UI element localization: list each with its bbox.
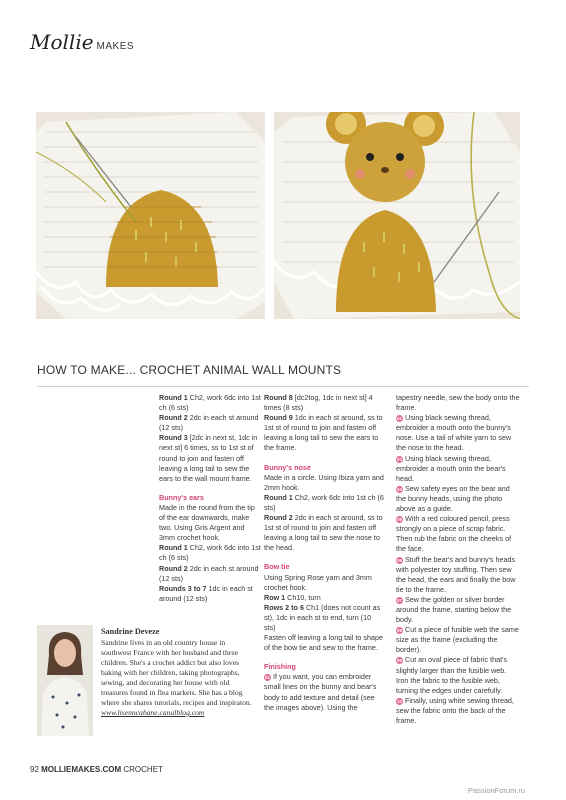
step-text: With a red coloured pencil, press strongly on a piece of scrap fabric. Then rub the fabric on the cheeks of the face. xyxy=(396,514,512,554)
finishing-step xyxy=(396,555,520,595)
finishing-step-continued: tapestry needle, sew the body onto the frame. xyxy=(396,393,520,413)
step-number-badge: 10 xyxy=(396,698,402,704)
brand-logo: Mollie xyxy=(30,30,94,54)
designer-name: Sandrine Deveze xyxy=(101,627,160,636)
instruction-line: Fasten off leaving a long tail to shape of the bow tie and sew to the frame. xyxy=(264,633,383,653)
step-text: 2dc in each st around, ss to 1st st of round to join and fasten off leaving a long tail to sew the nose to the head. xyxy=(264,513,383,553)
page-header xyxy=(30,30,134,54)
page-number: 92 xyxy=(30,765,39,774)
finishing-step xyxy=(396,655,520,695)
instruction-line xyxy=(159,543,261,563)
step-text: [dc2tog, 1dc in next st] 4 times (8 sts) xyxy=(264,393,373,413)
subheading-bunny-nose: Bunny's nose xyxy=(264,462,311,472)
step-label: Rows 2 to 6 xyxy=(264,602,304,612)
instruction-intro: Made in a circle. Using Ibiza yarn and 2mm hook. xyxy=(264,472,384,492)
designer-portrait xyxy=(37,625,93,736)
step-text: Cut an oval piece of fabric that's slightly larger than the fusible web. Iron the fabric to the fusible web, turning the edges under carefully. xyxy=(396,655,508,695)
instructions-column-1 xyxy=(159,393,261,604)
instruction-intro: Made in the round from the tip of the ear downwards, make two. Using Gris Argent and 3mm crochet hook. xyxy=(159,502,255,543)
finishing-step xyxy=(396,454,520,484)
designer-blog-link[interactable]: www.lisenncabane.canalblog.com xyxy=(101,708,205,717)
step-label: Round 3 xyxy=(159,433,188,443)
step-text: Using black sewing thread, embroider a mouth onto the bunny's nose. Use a tail of white yarn to sew the nose to the head. xyxy=(396,413,512,453)
step-text: Using black sewing thread, embroider a mouth onto the bear's head. xyxy=(396,453,506,483)
page-footer xyxy=(30,765,163,774)
step-text: 1dc in each st around (12 sts) xyxy=(159,583,253,603)
finishing-step xyxy=(396,413,520,453)
step-label: Round 2 xyxy=(159,563,188,573)
designer-bio xyxy=(101,627,257,718)
step-number-badge: 07 xyxy=(396,597,402,603)
subheading-finishing: Finishing xyxy=(264,662,296,672)
step-text: Sew the golden or silver border around the frame, starting below the body. xyxy=(396,594,512,625)
instruction-line xyxy=(264,513,384,553)
step-number-badge: 08 xyxy=(396,628,402,634)
step-label: Rounds 3 to 7 xyxy=(159,583,207,593)
step-number-badge: 01 xyxy=(264,675,270,681)
step-text: Ch2, work 6dc into 1st ch (6 sts) xyxy=(159,543,261,563)
step-label: Round 2 xyxy=(159,413,188,423)
instruction-line xyxy=(264,593,384,603)
step-text: Cut a piece of fusible web the same size as the frame (excluding the border). xyxy=(396,625,519,655)
instruction-line xyxy=(264,603,384,633)
step-text: 2dc in each st around (12 sts) xyxy=(159,563,259,583)
designer-bio-text: Sandrine lives in an old country house in southwest France with her husband and three children. She's a crochet addict but also loves baking with her children, taking photographs, sewing, and decorating her house with old treasures found in flea markets. She has a blog where she shares tutorials, recipes and inspiraton. xyxy=(101,638,252,707)
instruction-intro: Using Spring Rose yarn and 3mm crochet hook. xyxy=(264,572,372,592)
instruction-line xyxy=(159,433,261,483)
subheading-bow-tie: Bow tie xyxy=(264,562,290,572)
step-label: Round 2 xyxy=(264,513,293,523)
section-title: HOW TO MAKE... CROCHET ANIMAL WALL MOUNTS xyxy=(37,363,342,377)
instruction-line xyxy=(264,413,384,453)
step-text: If you want, you can embroider small lines on the bunny and bear's body to add texture and detail (see the images above). Using the xyxy=(264,672,377,712)
instruction-line xyxy=(159,393,261,413)
step-label: Round 1 xyxy=(159,543,188,553)
instruction-line xyxy=(159,413,261,433)
step-text: Sew safety eyes on the bear and the bunny heads, using the photo above as a guide. xyxy=(396,483,510,514)
finishing-step xyxy=(396,484,520,514)
footer-section: CROCHET xyxy=(123,765,163,774)
section-divider xyxy=(37,386,529,387)
step-number-badge: 05 xyxy=(396,517,402,523)
photo-bear-figure xyxy=(274,112,520,319)
finishing-step xyxy=(396,625,520,655)
step-text: Ch10, turn xyxy=(285,592,321,602)
footer-site: MOLLIEMAKES.COM xyxy=(41,765,122,774)
step-label: Round 1 xyxy=(159,393,188,402)
subheading-bunny-ears: Bunny's ears xyxy=(159,492,204,502)
photo-body-in-progress xyxy=(36,112,265,319)
instruction-line xyxy=(159,584,261,604)
step-text: [2dc in next st, 1dc in next st] 6 times, ss to 1st st of round to join and fasten off leaving a long tail to sew the ears to the wall mount frame. xyxy=(159,433,258,483)
step-label: Round 1 xyxy=(264,492,293,502)
brand-suffix: MAKES xyxy=(96,41,135,52)
step-text: 2dc in each st around (12 sts) xyxy=(159,413,259,433)
step-label: Round 8 xyxy=(264,393,293,402)
step-number-badge: 03 xyxy=(396,456,402,462)
instructions-column-3 xyxy=(396,393,520,726)
step-label: Round 9 xyxy=(264,413,293,423)
step-number-badge: 06 xyxy=(396,557,402,563)
finishing-step xyxy=(396,514,520,554)
step-number-badge: 04 xyxy=(396,486,402,492)
instruction-line xyxy=(264,493,384,513)
step-text: Ch2, work 6dc into 1st ch (6 sts) xyxy=(264,492,384,512)
instruction-line xyxy=(264,393,384,413)
finishing-step xyxy=(396,595,520,625)
step-number-badge: 02 xyxy=(396,416,402,422)
step-text: 1dc in each st around, ss to 1st st of round to join and fasten off leaving a long tail to sew the ears to the frame. xyxy=(264,413,383,453)
step-text: Finally, using white sewing thread, sew the fabric onto the back of the frame. xyxy=(396,695,514,725)
instructions-column-2 xyxy=(264,393,384,713)
finishing-step xyxy=(396,696,520,726)
step-text: Ch2, work 6dc into 1st ch (6 sts) xyxy=(159,393,261,413)
step-label: Row 1 xyxy=(264,592,286,602)
step-number-badge: 09 xyxy=(396,658,402,664)
step-text: Stuff the bear's and bunny's heads with polyester toy stuffing. Then sew the head, the ears and finally the bow tie to the frame. xyxy=(396,554,516,594)
instruction-line xyxy=(159,564,261,584)
watermark: PassionForum.ru xyxy=(468,786,526,795)
step-text: Ch1 (does not count as st), 1dc in each st to end, turn (10 sts) xyxy=(264,602,381,632)
finishing-step xyxy=(264,672,384,712)
